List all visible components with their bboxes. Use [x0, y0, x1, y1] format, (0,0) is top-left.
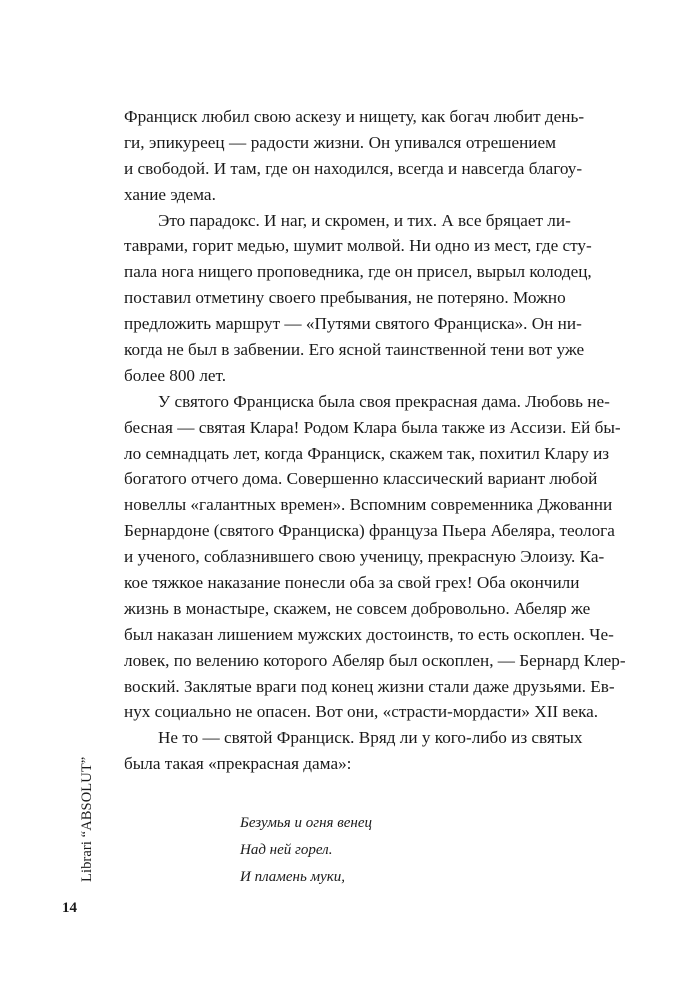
- page-number: 14: [62, 900, 77, 916]
- text-line: хание эдема.: [124, 184, 216, 204]
- text-line: У святого Франциска была своя прекрасная дама. Любовь не-: [158, 391, 610, 411]
- text-line: более 800 лет.: [124, 365, 227, 385]
- text-line: таврами, горит медью, шумит молвой. Ни одно из мест, где сту-: [124, 236, 592, 256]
- paragraph-1: [124, 104, 585, 208]
- paragraph-3: [124, 389, 626, 726]
- paragraph-4: [124, 725, 583, 777]
- text-line: Не то — святой Франциск. Вряд ли у кого-либо из святых: [158, 728, 583, 748]
- text-line: Франциск любил свою аскезу и нищету, как богач любит день-: [124, 107, 585, 126]
- text-line: новеллы «галантных времен». Вспомним современника Джованни: [124, 495, 613, 515]
- text-line: кое тяжкое наказание понесли оба за свой грех! Оба окончили: [124, 573, 580, 593]
- poem-excerpt: [240, 810, 560, 891]
- text-line: и ученого, соблазнившего свою ученицу, прекрасную Элоизу. Ка-: [124, 547, 605, 567]
- text-line: нух социально не опасен. Вот они, «страсти-мордасти» XII века.: [124, 702, 599, 722]
- text-line: был наказан лишением мужских достоинств, то есть оскоплен. Че-: [124, 624, 614, 644]
- text-line: ловек, по велению которого Абеляр был оскоплен, — Бернард Клер-: [124, 650, 626, 670]
- poem-line: И пламень муки,: [240, 869, 346, 885]
- text-line: воский. Заклятые враги под конец жизни стали даже друзьями. Ев-: [124, 676, 615, 696]
- body-text: [124, 104, 626, 777]
- text-line: богатого отчего дома. Совершенно классический вариант любой: [124, 469, 598, 489]
- poem-line: Над ней горел.: [240, 842, 333, 858]
- text-line: жизнь в монастыре, скажем, не совсем добровольно. Абеляр же: [124, 598, 591, 618]
- text-line: ло семнадцать лет, когда Франциск, скажем так, похитил Клару из: [124, 443, 610, 463]
- publisher-side-label: Librari “ABSOLUT”: [79, 756, 95, 882]
- text-line: ги, эпикуреец — радости жизни. Он упивался отрешением: [124, 132, 556, 152]
- text-line: поставил отметину своего пребывания, не потеряно. Можно: [124, 288, 566, 308]
- paragraph-2: [124, 208, 592, 389]
- text-line: бесная — святая Клара! Родом Клара была также из Ассизи. Ей бы-: [124, 417, 621, 437]
- text-line: Бернардоне (святого Франциска) француза Пьера Абеляра, теолога: [124, 521, 615, 541]
- text-line: была такая «прекрасная дама»:: [124, 754, 352, 774]
- text-line: предложить маршрут — «Путями святого Франциска». Он ни-: [124, 314, 582, 334]
- poem-line: Безумья и огня венец: [240, 815, 372, 831]
- text-line: Это парадокс. И наг, и скромен, и тих. А все бряцает ли-: [158, 210, 571, 230]
- text-line: когда не был в забвении. Его ясной таинственной тени вот уже: [124, 340, 585, 360]
- text-line: пала нога нищего проповедника, где он присел, вырыл колодец,: [124, 262, 592, 282]
- text-line: и свободой. И там, где он находился, всегда и навсегда благоу-: [124, 158, 583, 178]
